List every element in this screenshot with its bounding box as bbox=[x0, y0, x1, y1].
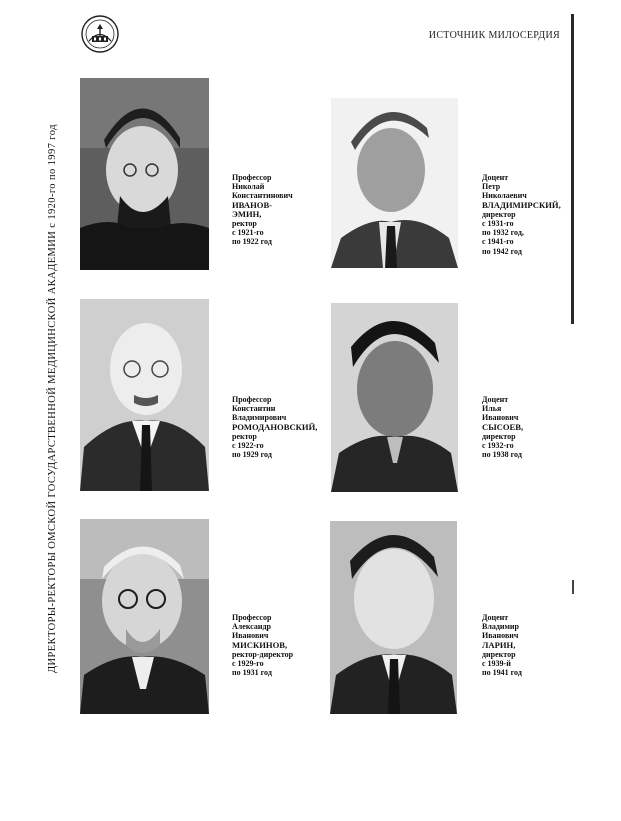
caption-line: Александр bbox=[232, 622, 271, 632]
caption-vladimirsky bbox=[482, 173, 561, 256]
caption-line: с 1939-й bbox=[482, 659, 511, 669]
caption-surname: СЫСОЕВ, bbox=[482, 421, 524, 432]
caption-line: Профессор bbox=[232, 613, 272, 622]
caption-line: по 1941 год bbox=[482, 668, 522, 678]
portrait-photo-romodanovsky bbox=[80, 299, 209, 491]
caption-line: Доцент bbox=[482, 613, 509, 622]
caption-surname: РОМОДАНОВСКИЙ, bbox=[232, 421, 318, 432]
caption-ivanov-emin bbox=[232, 173, 293, 247]
page-header-title: ИСТОЧНИК МИЛОСЕРДИЯ bbox=[428, 30, 560, 41]
portrait-photo-sysoev bbox=[331, 303, 458, 492]
caption-line: по 1938 год bbox=[482, 450, 522, 460]
right-margin-rule bbox=[571, 14, 574, 324]
caption-sysoev bbox=[482, 395, 523, 459]
portrait-photo-ivanov-emin bbox=[80, 78, 209, 270]
caption-line: Профессор bbox=[232, 395, 272, 404]
caption-line: Владимир bbox=[482, 622, 519, 632]
caption-line: ректор-директор bbox=[232, 649, 294, 659]
caption-line: Николаевич bbox=[482, 191, 527, 201]
caption-line: по 1931 год bbox=[232, 668, 272, 678]
caption-larin bbox=[482, 613, 522, 677]
caption-line: с 1921-го bbox=[232, 228, 264, 238]
caption-line: директор bbox=[482, 649, 516, 659]
caption-line: ректор bbox=[232, 431, 257, 441]
portrait-photo-vladimirsky bbox=[331, 98, 458, 268]
caption-romodanovsky bbox=[232, 395, 317, 459]
caption-line: директор bbox=[482, 209, 516, 219]
caption-line: Иванович bbox=[482, 631, 519, 641]
caption-line: по 1922 год bbox=[232, 237, 272, 247]
caption-line: по 1932 год, bbox=[482, 228, 524, 238]
caption-line: по 1942 год bbox=[482, 246, 522, 256]
caption-surname: ИВАНОВ- bbox=[232, 199, 273, 210]
caption-line: Илья bbox=[482, 404, 502, 414]
caption-surname: ЛАРИН, bbox=[482, 639, 516, 650]
caption-line: Доцент bbox=[482, 395, 509, 404]
portrait-photo-miskinov bbox=[80, 519, 209, 714]
caption-surname: МИСКИНОВ, bbox=[232, 639, 288, 650]
caption-line: Владимирович bbox=[232, 413, 287, 423]
caption-miskinov bbox=[232, 613, 293, 677]
caption-surname: ЭМИН, bbox=[232, 208, 262, 219]
vertical-section-caption: ДИРЕКТОРЫ-РЕКТОРЫ ОМСКОЙ ГОСУДАРСТВЕННОЙ МЕДИЦИНСКОЙ АКАДЕМИИ с 1920-го по 1997 год bbox=[47, 124, 58, 673]
caption-line: директор bbox=[482, 431, 516, 441]
portrait-photo-larin bbox=[330, 521, 457, 714]
caption-line: Иванович bbox=[482, 413, 519, 423]
caption-line: Доцент bbox=[482, 173, 509, 182]
caption-line: ректор bbox=[232, 219, 257, 229]
academy-emblem-icon bbox=[80, 14, 120, 54]
caption-line: с 1929-го bbox=[232, 659, 264, 669]
caption-line: с 1931-го bbox=[482, 219, 514, 229]
caption-line: с 1932-го bbox=[482, 441, 514, 451]
caption-line: Константинович bbox=[232, 191, 293, 201]
caption-line: с 1922-го bbox=[232, 441, 264, 451]
caption-line: по 1929 год bbox=[232, 450, 272, 460]
caption-surname: ВЛАДИМИРСКИЙ, bbox=[482, 199, 561, 210]
caption-line: Николай bbox=[232, 182, 265, 192]
caption-line: Иванович bbox=[232, 631, 269, 641]
caption-line: Профессор bbox=[232, 173, 272, 182]
caption-line: с 1941-го bbox=[482, 237, 514, 247]
caption-line: Константин bbox=[232, 404, 276, 414]
caption-line: Петр bbox=[482, 182, 501, 192]
right-margin-tick bbox=[572, 580, 574, 594]
